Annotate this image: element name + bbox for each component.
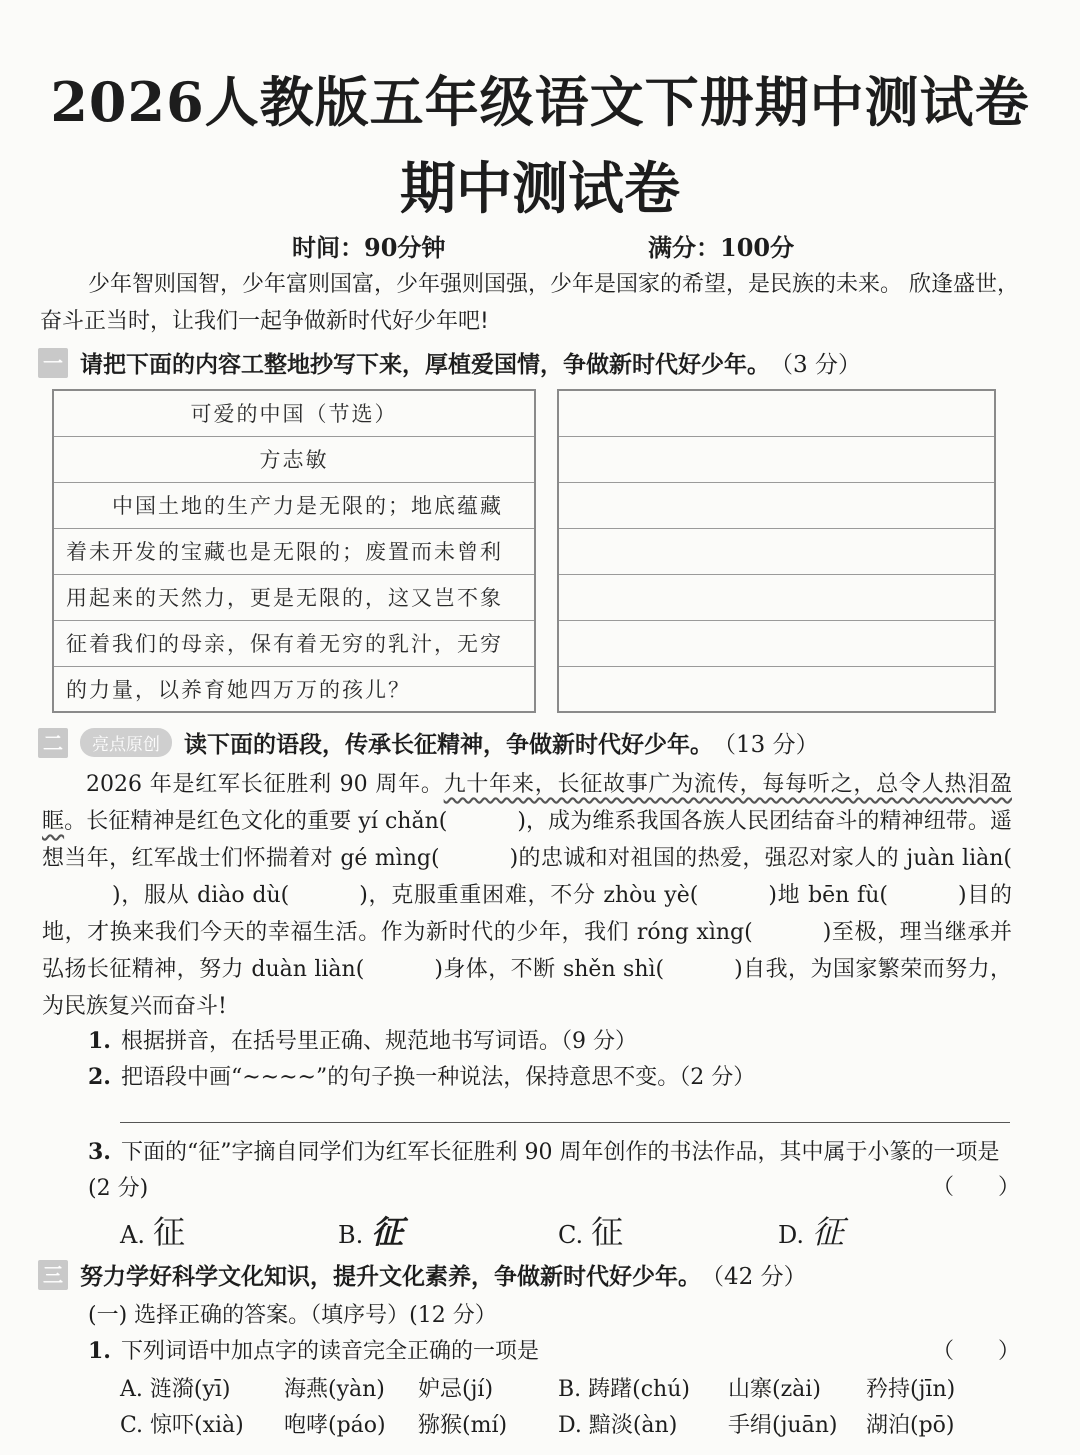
section-2-heading [38, 726, 819, 759]
copy-row: 方志敏 [54, 437, 534, 483]
section-1-score: （3 分） [770, 352, 861, 378]
section-3-text: 努力学好科学文化知识，提升文化素养，争做新时代好少年。 [80, 1263, 701, 1290]
section-3-number: 三 [38, 1260, 68, 1290]
answer-line[interactable] [559, 621, 994, 667]
intro-paragraph: 少年智则国智，少年富则国富，少年强则国强，少年是国家的希望，是民族的未来。 欣逢盛世，奋斗正当时，让我们一起争做新时代好少年吧! [40, 272, 1019, 334]
full-score: 满分：100分 [648, 233, 795, 262]
option-d[interactable]: D. 征 [778, 1213, 845, 1251]
answer-paren[interactable]: （ ） [932, 1175, 1021, 1200]
option-word: 湖泊(pō) [866, 1413, 955, 1438]
answer-underline[interactable] [120, 1122, 1010, 1123]
option-row[interactable]: B. 踌躇(chú) [558, 1377, 690, 1402]
option-word: 海燕(yàn) [284, 1377, 385, 1402]
answer-line[interactable] [559, 667, 994, 713]
copy-row: 用起来的天然力，更是无限的，这又岂不象 [54, 575, 534, 621]
section-2-score: （13 分） [713, 732, 819, 758]
option-c[interactable]: C. 征 [558, 1213, 624, 1251]
zheng-glyph-b: 征 [371, 1213, 404, 1251]
answer-line[interactable] [559, 575, 994, 621]
answer-line[interactable] [559, 529, 994, 575]
option-word: 手绢(juān) [728, 1413, 838, 1438]
zheng-glyph-c: 征 [591, 1213, 624, 1251]
answer-line[interactable] [559, 391, 994, 437]
exam-subtitle: 期中测试卷 [400, 156, 680, 222]
copy-row: 征着我们的母亲，保有着无穷的乳汁，无穷 [54, 621, 534, 667]
section-3-score: （42 分） [701, 1264, 807, 1290]
section-1-text: 请把下面的内容工整地抄写下来，厚植爱国情，争做新时代好少年。 [80, 351, 770, 378]
option-row[interactable]: A. 涟漪(yī) [120, 1377, 231, 1402]
wavy-sentence: 九十年来，长征故事广为流传，每每听之，总令人热泪盈眶 [42, 772, 1012, 834]
option-word: 矜持(jīn) [866, 1377, 956, 1402]
copy-row: 可爱的中国（节选） [54, 391, 534, 437]
option-word: 咆哮(páo) [284, 1413, 386, 1438]
question-2-2: 2. 把语段中画“~~~~”的句子换一种说法，保持意思不变。（2 分） [88, 1064, 756, 1090]
copy-source-box [52, 389, 536, 713]
copy-answer-box[interactable] [557, 389, 996, 713]
time-limit: 时间：90分钟 [292, 233, 446, 262]
section-2-text: 读下面的语段，传承长征精神，争做新时代好少年。 [184, 731, 713, 758]
option-word: 山寨(zài) [728, 1377, 821, 1402]
option-a[interactable]: A. 征 [120, 1213, 185, 1251]
section-2-number: 二 [38, 728, 68, 758]
option-b[interactable]: B. 征 [338, 1213, 404, 1251]
option-word: 猕猴(mí) [418, 1413, 508, 1438]
zheng-glyph-a: 征 [152, 1213, 185, 1251]
copy-row: 着未开发的宝藏也是无限的；废置而未曾利 [54, 529, 534, 575]
copy-row: 中国土地的生产力是无限的；地底蕴藏 [54, 483, 534, 529]
section-3-heading [38, 1258, 807, 1291]
section-1-heading [38, 346, 861, 379]
question-2-1: 1. 根据拼音，在括号里正确、规范地书写词语。（9 分） [88, 1028, 637, 1054]
option-row[interactable]: C. 惊吓(xià) [120, 1413, 244, 1438]
subsection-1: (一) 选择正确的答案。（填序号）(12 分） [88, 1303, 497, 1328]
reading-passage: 2026 年是红军长征胜利 90 周年。九十年来，长征故事广为流传，每每听之，总令人热泪盈眶。长征精神是红色文化的重要 yí chǎn( )，成为维系我国各族人民团结奋斗的精神纽带。遥想当年，红军战士们怀揣着对 gé mìng( )的忠诚和对祖国的热爱，强忍对家人的 juàn liàn()，服从 diào dù( )，克服重重困难，不分 zhòu yè( )地 bēn fù( )目的地，才换来我们今天的幸福生活。作为新时代的少年，我们 róng xìng( )至极，理当继承并弘扬长征精神，努力 duàn liàn( )身体，不断 shěn shì( )自我，为国家繁荣而努力，为民族复兴而奋斗! [42, 772, 1013, 1019]
answer-line[interactable] [559, 483, 994, 529]
answer-paren[interactable]: （ ） [932, 1339, 1021, 1364]
answer-line[interactable] [559, 437, 994, 483]
question-3-1: 1. 下列词语中加点字的读音完全正确的一项是 [88, 1338, 539, 1364]
copy-row: 的力量，以养育她四万万的孩儿？ [66, 678, 411, 702]
question-2-3: 3. 下面的“征”字摘自同学们为红军长征胜利 90 周年创作的书法作品，其中属于小篆的一项是(2 分) [88, 1139, 1000, 1201]
exam-title: 2026人教版五年级语文下册期中测试卷 [50, 70, 1030, 134]
option-word: 妒忌(jí) [418, 1377, 494, 1402]
original-badge: 亮点原创 [80, 728, 172, 757]
option-row[interactable]: D. 黯淡(àn) [558, 1413, 678, 1438]
section-1-number: 一 [38, 348, 68, 378]
zheng-glyph-d: 征 [812, 1213, 845, 1251]
